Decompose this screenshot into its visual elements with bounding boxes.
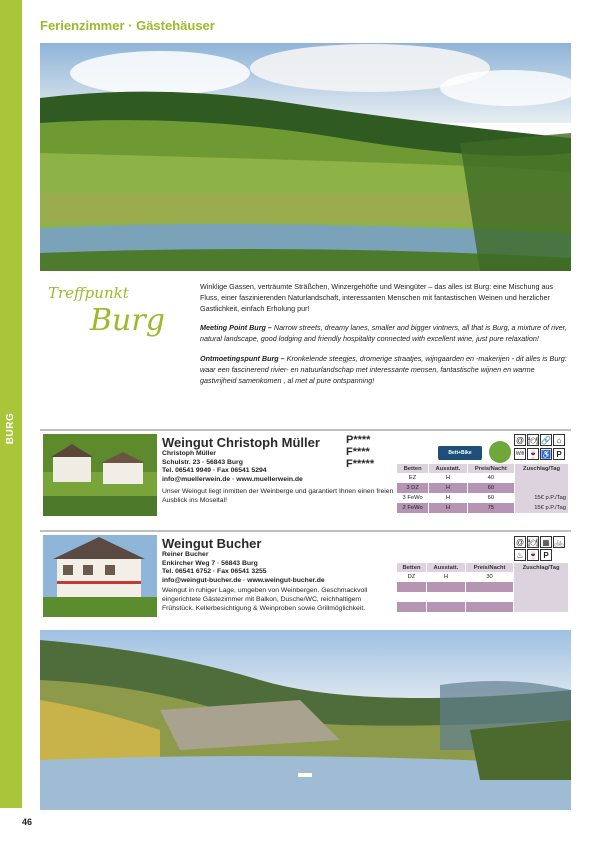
table-header: Ausstatt.	[429, 464, 467, 473]
table-cell: EZ	[397, 473, 429, 483]
bicycle-icon: 🚲	[554, 537, 564, 547]
table-header-row	[397, 464, 569, 473]
page-number: 46	[22, 817, 33, 827]
page-title: Ferienzimmer · Gästehäuser	[40, 18, 215, 33]
table-cell: 60	[467, 483, 514, 493]
table-cell	[514, 592, 569, 602]
listing1-price-table	[397, 464, 569, 513]
link-icon: 🔗	[541, 435, 551, 445]
table-cell: 40	[467, 473, 514, 483]
listing1-owner: Christoph Müller	[162, 450, 216, 457]
table-cell	[515, 483, 569, 493]
listing1-desc: Unser Weingut liegt inmitten der Weinberge und garantiert Ihnen einen freien Ausblick ins Moseltal!	[162, 488, 394, 504]
table-row	[397, 493, 569, 503]
table-header: Ausstatt.	[426, 563, 465, 572]
table-cell	[397, 592, 426, 602]
side-tab-label: BURG	[5, 412, 17, 444]
star-rating: F****	[346, 446, 370, 458]
wine-icon: 🍷	[528, 550, 538, 560]
table-cell	[515, 473, 569, 483]
table-cell	[514, 572, 569, 582]
table-cell: 15€ p.P./Tag	[515, 503, 569, 513]
table-cell: H	[429, 473, 467, 483]
mosel-river-photo	[40, 630, 571, 810]
listing1-address: Schulstr. 23 · 56843 Burg	[162, 458, 243, 466]
restaurant-icon: 🍽	[527, 435, 539, 445]
table-header: Preis/Nacht	[467, 464, 514, 473]
intro-de: Winklige Gassen, verträumte Sträßchen, Winzergehöfte und Weingüter – das alles ist Burg: eine Mischung aus Fluss, einer faszinierenden Naturlandschaft, interessanten Menschen mit fantastischen Weinen und herzlicher Gastlichkeit, einfach Erholung pur!	[200, 282, 554, 313]
treffpunkt-line2: Burg	[90, 303, 165, 338]
table-cell: H	[426, 572, 465, 582]
table-cell: H	[429, 503, 467, 513]
table-header: Preis/Nacht	[465, 563, 513, 572]
house-icon: ⌂	[553, 434, 565, 446]
table-cell	[426, 582, 465, 592]
vineyard-landscape-photo	[40, 43, 571, 271]
divider	[40, 530, 571, 532]
listing1-title: Weingut Christoph Müller	[162, 435, 320, 450]
table-cell	[426, 592, 465, 602]
table-cell: H	[429, 483, 467, 493]
table-header: Zuschlag/Tag	[515, 464, 569, 473]
wifi-icon: Wifi	[514, 448, 526, 460]
listing1-phone: Tel. 06541 9949 · Fax 06541 5294	[162, 467, 267, 475]
table-row	[397, 473, 569, 483]
wandern-badge	[489, 441, 511, 463]
listing2-desc: Weingut in ruhiger Lage, umgeben von Weinbergen. Geschmackvoll eingerichtete Gästezimmer mit Balkon, Dusche/WC, reichhaltigem Frühstück. Kellerbesichtigung & Weinproben sowie Grillmöglichkeit.	[162, 587, 368, 612]
table-cell	[514, 602, 569, 612]
table-header: Betten	[397, 464, 429, 473]
intro-nl-body: Kronkelende steegjes, dromerige straatjes, wijngaarden en -makerijen - dit alles is Burg: waar een fascinerend rivier- en natuurlandschap met interessante mensen, fantastische wijnen en warme gastvrijheid samenkomen , al met al pure ontspanning!	[200, 353, 567, 385]
star-rating: F*****	[346, 458, 375, 470]
table-cell	[397, 582, 426, 592]
table-cell	[397, 602, 426, 612]
table-header: Betten	[397, 563, 426, 572]
listing2-contact	[162, 551, 325, 585]
divider	[40, 429, 571, 431]
table-cell: H	[429, 493, 467, 503]
listing2-phone: Tel. 06541 6752 · Fax 06541 3255	[162, 568, 267, 576]
listing2-price-table	[397, 563, 569, 612]
table-cell	[465, 582, 513, 592]
email-icon: @	[515, 435, 525, 445]
table-row	[397, 503, 569, 513]
treffpunkt-line1: Treffpunkt	[48, 284, 129, 302]
listing1-stars	[346, 434, 374, 470]
accessible-icon: ♿	[541, 449, 551, 459]
table-cell: 60	[467, 493, 514, 503]
star-rating: P****	[346, 434, 371, 446]
listing1-contact	[162, 450, 303, 484]
listing1-photo	[43, 434, 157, 516]
table-cell: 30	[465, 572, 513, 582]
table-cell: 15€ p.P./Tag	[515, 493, 569, 503]
listing2-web[interactable]: info@weingut-bucher.de · www.weingut-bucher.de	[162, 576, 325, 584]
bett-bike-badge: Bett+Bike	[438, 446, 482, 460]
table-cell	[514, 582, 569, 592]
listing2-title: Weingut Bucher	[162, 536, 262, 551]
intro-text	[200, 282, 572, 395]
wine-icon: 🍷	[528, 449, 538, 459]
table-header: Zuschlag/Tag	[514, 563, 569, 572]
listing2-owner: Reiner Bucher	[162, 551, 209, 558]
table-cell	[465, 602, 513, 612]
intro-en-lead: Meeting Point Burg –	[200, 323, 272, 333]
table-row	[397, 602, 569, 612]
listing1-web[interactable]: info@muellerwein.de · www.muellerwein.de	[162, 475, 303, 483]
grill-icon: ♨	[514, 549, 526, 561]
table-row	[397, 582, 569, 592]
table-header-row	[397, 563, 569, 572]
listing2-photo	[43, 535, 157, 617]
email-icon: @	[515, 537, 525, 547]
table-row	[397, 483, 569, 493]
table-cell: 75	[467, 503, 514, 513]
intro-en-body: Narrow streets, dreamy lanes, smaller and bigger vintners, all that is Burg, a mixture of river, natural landscape, good lodging and friendly hospitality connected with excellent wine, just pure relaxation!	[200, 323, 567, 344]
table-cell: 3 FeWo	[397, 493, 429, 503]
table-cell: 3 DZ	[397, 483, 429, 493]
parking-icon: P	[540, 549, 552, 561]
listing2-address: Enkircher Weg 7 · 56843 Burg	[162, 559, 258, 567]
room-icon: ▦	[540, 536, 552, 548]
table-cell	[426, 602, 465, 612]
intro-en	[200, 323, 572, 345]
intro-nl-lead: Ontmoetingspunt Burg –	[200, 353, 285, 363]
parking-icon: P	[553, 448, 565, 460]
table-row	[397, 572, 569, 582]
side-tab	[2, 398, 20, 458]
table-row	[397, 592, 569, 602]
restaurant-icon: 🍽	[527, 537, 539, 547]
table-cell: 2 FeWo	[397, 503, 429, 513]
table-cell: DZ	[397, 572, 426, 582]
intro-nl	[200, 354, 572, 386]
table-cell	[465, 592, 513, 602]
